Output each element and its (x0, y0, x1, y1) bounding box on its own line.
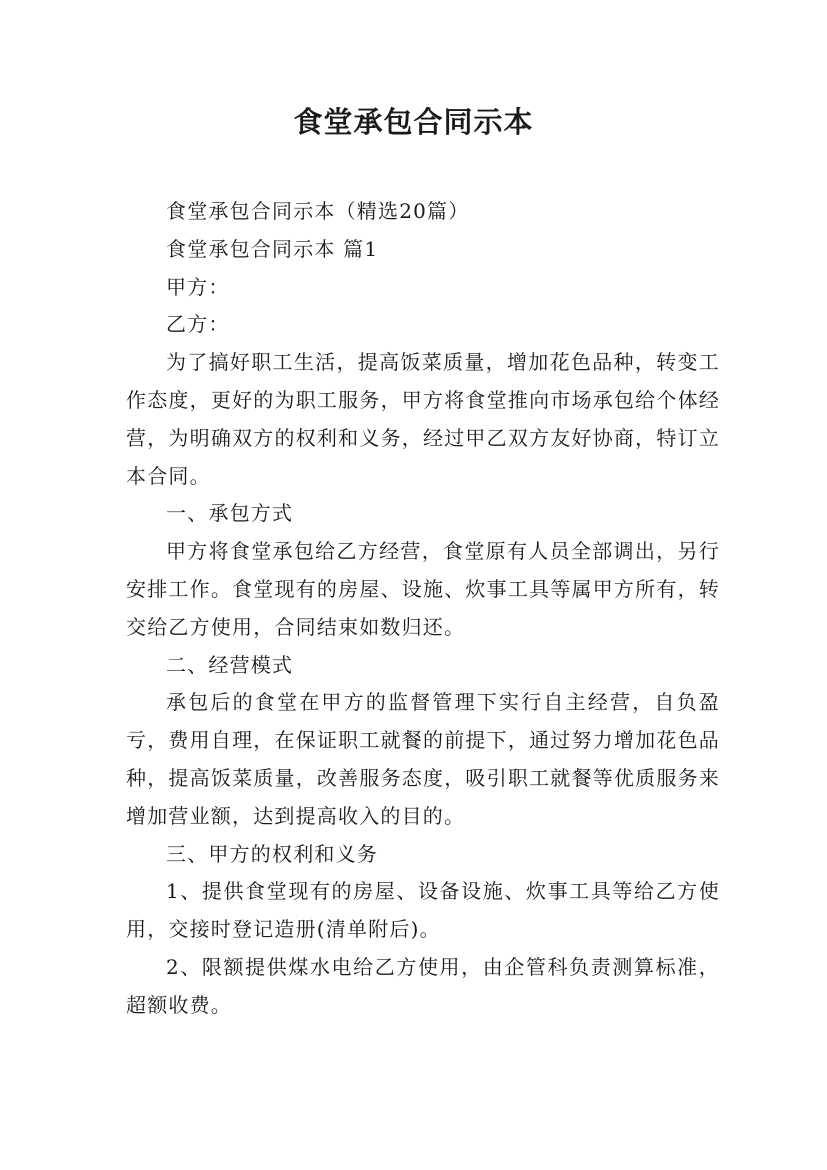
section-heading-business-model: 二、经营模式 (166, 652, 294, 677)
party-a-line: 甲方： (166, 274, 230, 299)
document-body (126, 193, 720, 1025)
document-title: 食堂承包合同示本 (293, 105, 534, 139)
party-a-item-2: 2、限额提供煤水电给乙方使用，由企管科负责测算标准，超额收费。 (126, 954, 720, 1017)
section-heading-party-a-rights: 三、甲方的权利和义务 (166, 841, 378, 866)
contract-method-paragraph: 甲方将食堂承包给乙方经营，食堂原有人员全部调出，另行安排工作。食堂现有的房屋、设施、炊事工具等属甲方所有，转交给乙方使用，合同结束如数归还。 (126, 539, 720, 639)
business-model-paragraph: 承包后的食堂在甲方的监督管理下实行自主经营，自负盈亏，费用自理，在保证职工就餐的前提下，通过努力增加花色品种，提高饭菜质量，改善服务态度，吸引职工就餐等优质服务来增加营业额，达到提高收入的目的。 (126, 690, 720, 828)
doc-subtitle: 食堂承包合同示本（精选20篇） (166, 199, 470, 223)
section-heading-part1: 食堂承包合同示本 篇1 (166, 236, 379, 261)
party-a-item-1: 1、提供食堂现有的房屋、设备设施、炊事工具等给乙方使用，交接时登记造册(清单附后)。 (126, 879, 720, 942)
party-b-line: 乙方： (166, 312, 230, 337)
intro-paragraph: 为了搞好职工生活，提高饭菜质量，增加花色品种，转变工作态度，更好的为职工服务，甲方将食堂推向市场承包给个体经营，为明确双方的权利和义务，经过甲乙双方友好协商，特订立本合同。 (126, 350, 720, 488)
section-heading-contract-method: 一、承包方式 (166, 501, 294, 526)
